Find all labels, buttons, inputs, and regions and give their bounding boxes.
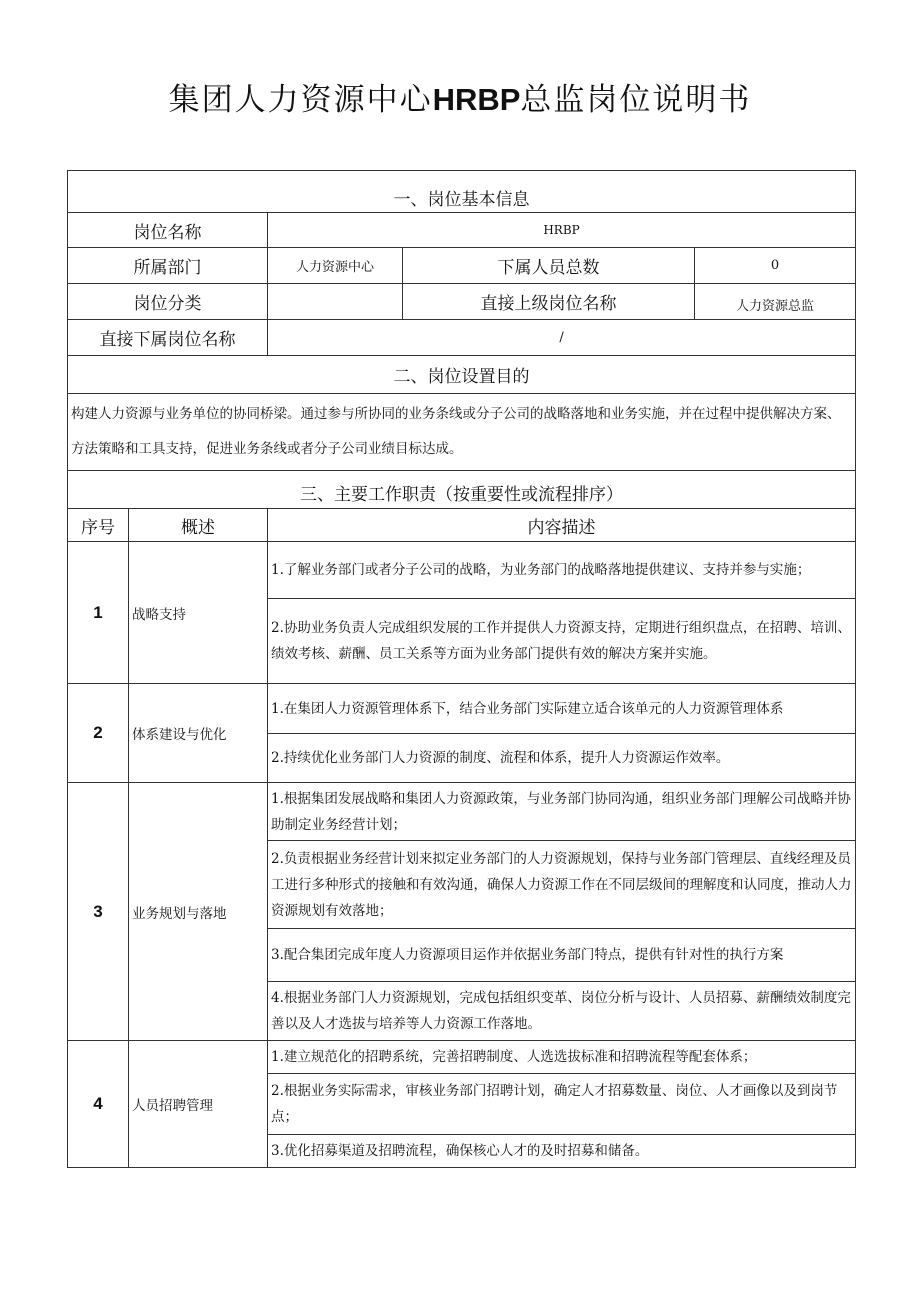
duty-item: 3.配合集团完成年度人力资源项目运作并依据业务部门特点，提供有针对性的执行方案	[268, 929, 856, 982]
subordinates-total-value: 0	[695, 248, 856, 284]
header-no: 序号	[68, 509, 129, 542]
duty-number: 1	[68, 542, 129, 684]
direct-subordinate-label: 直接下属岗位名称	[68, 320, 268, 356]
duty-number: 3	[68, 783, 129, 1041]
section-purpose: 二、岗位设置目的	[68, 356, 856, 394]
duty-item: 1.在集团人力资源管理体系下，结合业务部门实际建立适合该单元的人力资源管理体系	[268, 684, 856, 734]
duty-item: 2.协助业务负责人完成组织发展的工作并提供人力资源支持，定期进行组织盘点，在招聘、培训、绩效考核、薪酬、员工关系等方面为业务部门提供有效的解决方案并实施。	[268, 599, 856, 684]
duty-summary: 体系建设与优化	[129, 684, 268, 783]
header-summary: 概述	[129, 509, 268, 542]
direct-superior-label: 直接上级岗位名称	[403, 284, 695, 320]
position-category-value	[268, 284, 403, 320]
duty-number: 2	[68, 684, 129, 783]
department-label: 所属部门	[68, 248, 268, 284]
duty-number: 4	[68, 1041, 129, 1168]
duty-summary: 战略支持	[129, 542, 268, 684]
duty-item: 2.负责根据业务经营计划来拟定业务部门的人力资源规划，保持与业务部门管理层、直线经理及员工进行多种形式的接触和有效沟通，确保人力资源工作在不同层级间的理解度和认同度，推动人力资源规划有效落地；	[268, 841, 856, 929]
direct-subordinate-value: /	[268, 320, 856, 356]
duty-item: 3.优化招募渠道及招聘流程，确保核心人才的及时招募和储备。	[268, 1135, 856, 1168]
duty-item: 2.持续优化业务部门人力资源的制度、流程和体系，提升人力资源运作效率。	[268, 734, 856, 783]
duty-summary: 业务规划与落地	[129, 783, 268, 1041]
duty-item: 4.根据业务部门人力资源规划，完成包括组织变革、岗位分析与设计、人员招募、薪酬绩效制度完善以及人才选拔与培养等人力资源工作落地。	[268, 982, 856, 1041]
section-basic-info: 一、岗位基本信息	[68, 171, 856, 213]
title-prefix: 集团人力资源中心	[168, 82, 433, 118]
duty-item: 1.了解业务部门或者分子公司的战略，为业务部门的战略落地提供建议、支持并参与实施；	[268, 542, 856, 599]
duty-item: 2.根据业务实际需求，审核业务部门招聘计划，确定人才招募数量、岗位、人才画像以及到岗节点；	[268, 1074, 856, 1135]
duty-item: 1.建立规范化的招聘系统，完善招聘制度、人选选拔标准和招聘流程等配套体系；	[268, 1041, 856, 1074]
section-duties: 三、主要工作职责（按重要性或流程排序）	[68, 471, 856, 509]
position-name-label: 岗位名称	[68, 213, 268, 248]
title-suffix: 总监岗位说明书	[520, 82, 752, 118]
position-name-value: HRBP	[268, 213, 856, 248]
subordinates-total-label: 下属人员总数	[403, 248, 695, 284]
duty-item: 1.根据集团发展战略和集团人力资源政策，与业务部门协同沟通，组织业务部门理解公司战略并协助制定业务经营计划；	[268, 783, 856, 841]
job-description-table	[67, 170, 856, 1168]
purpose-text: 构建人力资源与业务单位的协同桥梁。通过参与所协同的业务条线或分子公司的战略落地和业务实施，并在过程中提供解决方案、方法策略和工具支持，促进业务条线或者分子公司业绩目标达成。	[68, 394, 856, 471]
duty-summary: 人员招聘管理	[129, 1041, 268, 1168]
direct-superior-value: 人力资源总监	[695, 284, 856, 320]
document-title	[0, 74, 920, 119]
header-content: 内容描述	[268, 509, 856, 542]
department-value: 人力资源中心	[268, 248, 403, 284]
position-category-label: 岗位分类	[68, 284, 268, 320]
title-bold: HRBP	[432, 82, 521, 117]
